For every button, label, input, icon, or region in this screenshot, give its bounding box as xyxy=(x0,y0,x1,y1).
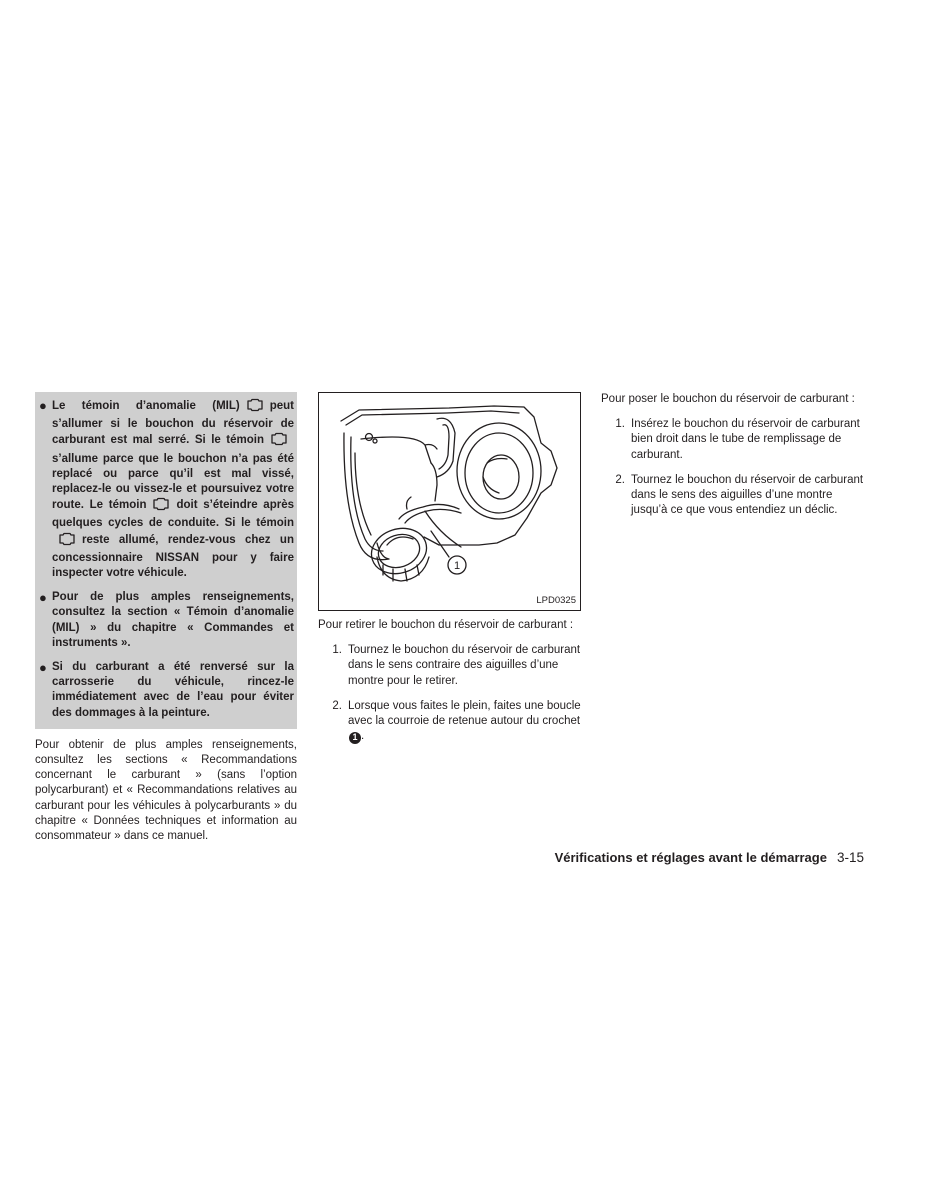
list-item: 2. Tournez le bouchon du réservoir de carburant dans le sens des aiguilles d’une montre jusqu’à ce que vous entendiez un déclic. xyxy=(615,473,864,517)
list-item: 2. Lorsque vous faites le plein, faites une boucle avec la courroie de retenue autour du crochet 1 . xyxy=(332,699,581,743)
warning-bullet xyxy=(39,398,294,581)
engine-icon xyxy=(152,497,170,516)
engine-icon xyxy=(246,398,264,417)
warning-bullet xyxy=(39,660,294,721)
install-steps xyxy=(601,417,864,518)
fuel-cap-figure xyxy=(318,392,581,611)
right-column xyxy=(601,392,864,528)
warning-text: Pour de plus amples renseignements, consultez la section « Témoin d’anomalie (MIL) » du chapitre « Commandes et instruments ». xyxy=(52,591,294,649)
bullet-dot: ● xyxy=(39,590,47,606)
bullet-dot: ● xyxy=(39,660,47,676)
list-item: 1. Insérez le bouchon du réservoir de carburant bien droit dans le tube de remplissage de carburant. xyxy=(615,418,860,461)
list-item: 1. Tournez le bouchon du réservoir de carburant dans le sens contraire des aiguilles d’une montre pour le retirer. xyxy=(332,644,581,687)
warning-text: Le témoin d’anomalie (MIL) peut s’allumer si le bouchon du réservoir de carburant est mal serré. Si le témoins’allume parce que le bouchon n’a pas été replacé ou parce qu’il est mal vissé, replacez-le ou vissez-le et poursuivez votre route. Le témoin doit s’éteindre après quelques cycles de conduite. Si le témoinreste allumé, rendez-vous chez un concessionnaire NISSAN pour y faire inspecter votre véhicule. xyxy=(52,400,294,580)
left-column xyxy=(35,392,297,844)
fuel-filler-illustration xyxy=(319,393,580,610)
section-title: Vérifications et réglages avant le démarrage xyxy=(554,850,827,865)
more-info-paragraph: Pour obtenir de plus amples renseignements, consultez les sections « Recommandations concernant le carburant » (sans l’option polycarburant) et « Recommandations relatives au carburant pour les véhicules à polycarburants » du chapitre « Données techniques et information au consommateur » dans ce manuel. xyxy=(35,738,297,843)
warning-box xyxy=(35,392,297,729)
bullet-dot: ● xyxy=(39,398,47,413)
engine-icon xyxy=(58,532,76,551)
install-intro: Pour poser le bouchon du réservoir de carburant : xyxy=(601,393,855,405)
page-footer xyxy=(555,850,864,865)
page-number: 3-15 xyxy=(836,850,864,865)
callout-reference: 1 xyxy=(349,732,361,744)
callout-number: 1 xyxy=(453,560,461,572)
removal-steps xyxy=(318,643,581,744)
warning-text: Si du carburant a été renversé sur la carrosserie du véhicule, rincez-le immédiatement avec de l’eau pour éviter des dommages à la peinture. xyxy=(52,661,294,719)
engine-icon xyxy=(270,432,288,451)
removal-intro: Pour retirer le bouchon du réservoir de carburant : xyxy=(318,619,574,631)
figure-code: LPD0325 xyxy=(536,594,576,606)
middle-column xyxy=(318,392,581,754)
warning-bullet xyxy=(39,590,294,651)
